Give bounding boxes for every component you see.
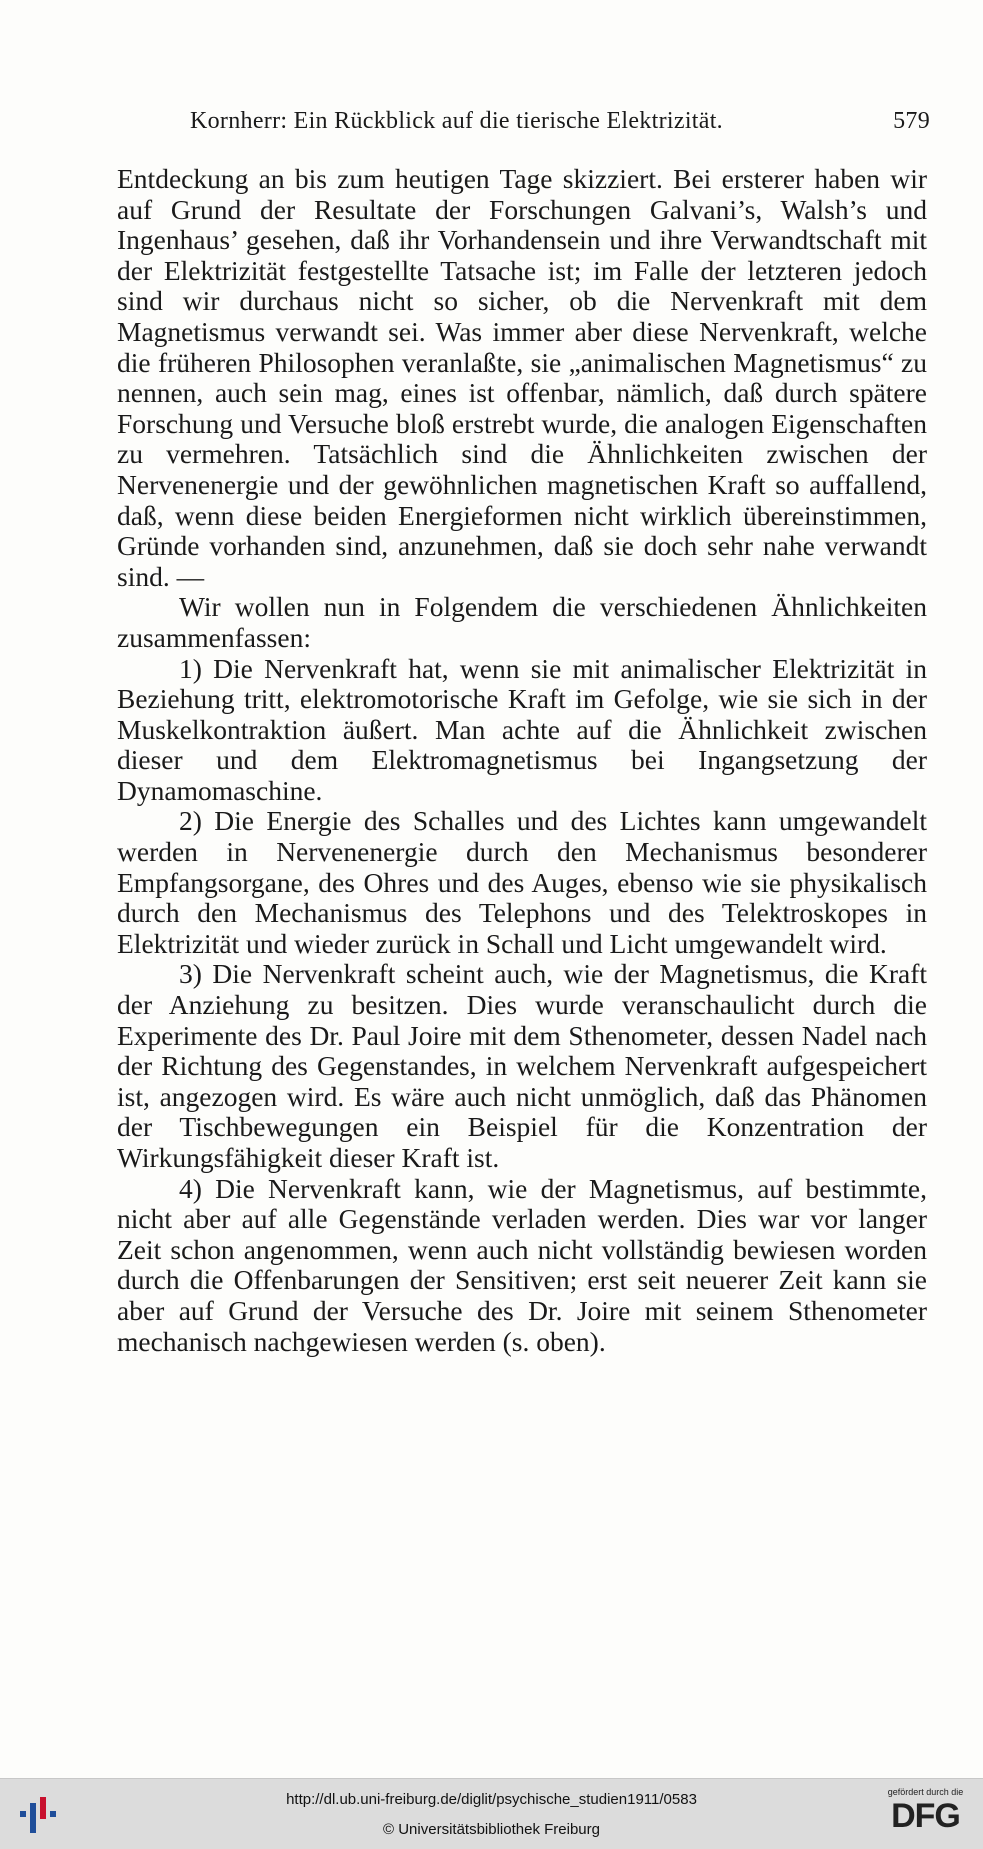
footer-bar [0, 1778, 983, 1849]
page-number: 579 [893, 108, 930, 134]
dfg-tagline: gefördert durch die [887, 1787, 964, 1797]
footer-url[interactable]: http://dl.ub.uni-freiburg.de/diglit/psychische_studien1911/0583 [286, 1791, 697, 1808]
paragraph: Entdeckung an bis zum heutigen Tage skizziert. Bei ersterer haben wir auf Grund der Resultate der Forschungen Galvani’s, Walsh’s und Ingenhaus’ gesehen, daß ihr Vorhandensein und ihre Verwandtschaft mit der Elektrizität festgestellte Tatsache ist; im Falle der letzteren jedoch sind wir durchaus nicht so sicher, ob die Nervenkraft mit dem Magnetismus verwandt sei. Was immer aber diese Nervenkraft, welche die früheren Philosophen veranlaßte, sie „animalischen Magnetismus“ zu nennen, auch sein mag, eines ist offenbar, nämlich, daß durch spätere Forschung und Versuche bloß erstrebt wurde, die analogen Eigenschaften zu vermehren. Tatsächlich sind die Ähnlichkeiten zwischen der Nervenenergie und der gewöhnlichen magnetischen Kraft so auffallend, daß, wenn diese beiden Energieformen nicht wirklich übereinstimmen, Gründe vorhanden sind, anzunehmen, daß sie doch sehr nahe verwandt sind. — [117, 163, 927, 592]
footer-copyright: © Universitätsbibliothek Freiburg [383, 1821, 600, 1838]
dfg-logo [878, 1787, 973, 1845]
paragraph: Wir wollen nun in Folgendem die verschiedenen Ähnlichkeiten zusammenfassen: [117, 591, 927, 653]
paragraph: 4) Die Nervenkraft kann, wie der Magnetismus, auf bestimmte, nicht aber auf alle Gegenstände verladen werden. Dies war vor langer Zeit schon angenommen, wenn auch nicht vollständig bewiesen worden durch die Offenbarungen der Sensitiven; erst seit neuerer Zeit kann sie aber auf Grund der Versuche des Dr. Joire mit seinem Sthenometer mechanisch nachgewiesen werden (s. oben). [117, 1172, 927, 1357]
running-head-title: Kornherr: Ein Rückblick auf die tierische Elektrizität. [190, 108, 723, 134]
paragraph: 2) Die Energie des Schalles und des Lichtes kann umgewandelt werden in Nervenenergie durch den Mechanismus besonderer Empfangsorgane, des Ohres und des Auges, ebenso wie sie physikalisch durch den Mechanismus des Telephons und des Telektroskopes in Elektrizität und wieder zurück in Schall und Licht umgewandelt wird. [117, 805, 927, 959]
paragraph: 1) Die Nervenkraft hat, wenn sie mit animalischer Elektrizität in Beziehung tritt, elektromotorische Kraft im Gefolge, wie sie sich in der Muskelkontraktion äußert. Man achte auf die Ähnlichkeit zwischen dieser und dem Elektromagnetismus bei Ingangsetzung der Dynamomaschine. [117, 652, 927, 806]
dfg-mark: DFG [891, 1797, 960, 1835]
running-head [190, 108, 930, 135]
body-text [117, 164, 927, 1357]
paragraph: 3) Die Nervenkraft scheint auch, wie der Magnetismus, die Kraft der Anziehung zu besitzen. Dies wurde veranschaulicht durch die Experimente des Dr. Paul Joire mit dem Sthenometer, dessen Nadel nach der Richtung des Gegenstandes, in welchem Nervenkraft aufgespeichert ist, angezogen wird. Es wäre auch nicht unmöglich, daß das Phänomen der Tischbewegungen ein Beispiel für die Konzentration der Wirkungsfähigkeit dieser Kraft ist. [117, 958, 927, 1173]
